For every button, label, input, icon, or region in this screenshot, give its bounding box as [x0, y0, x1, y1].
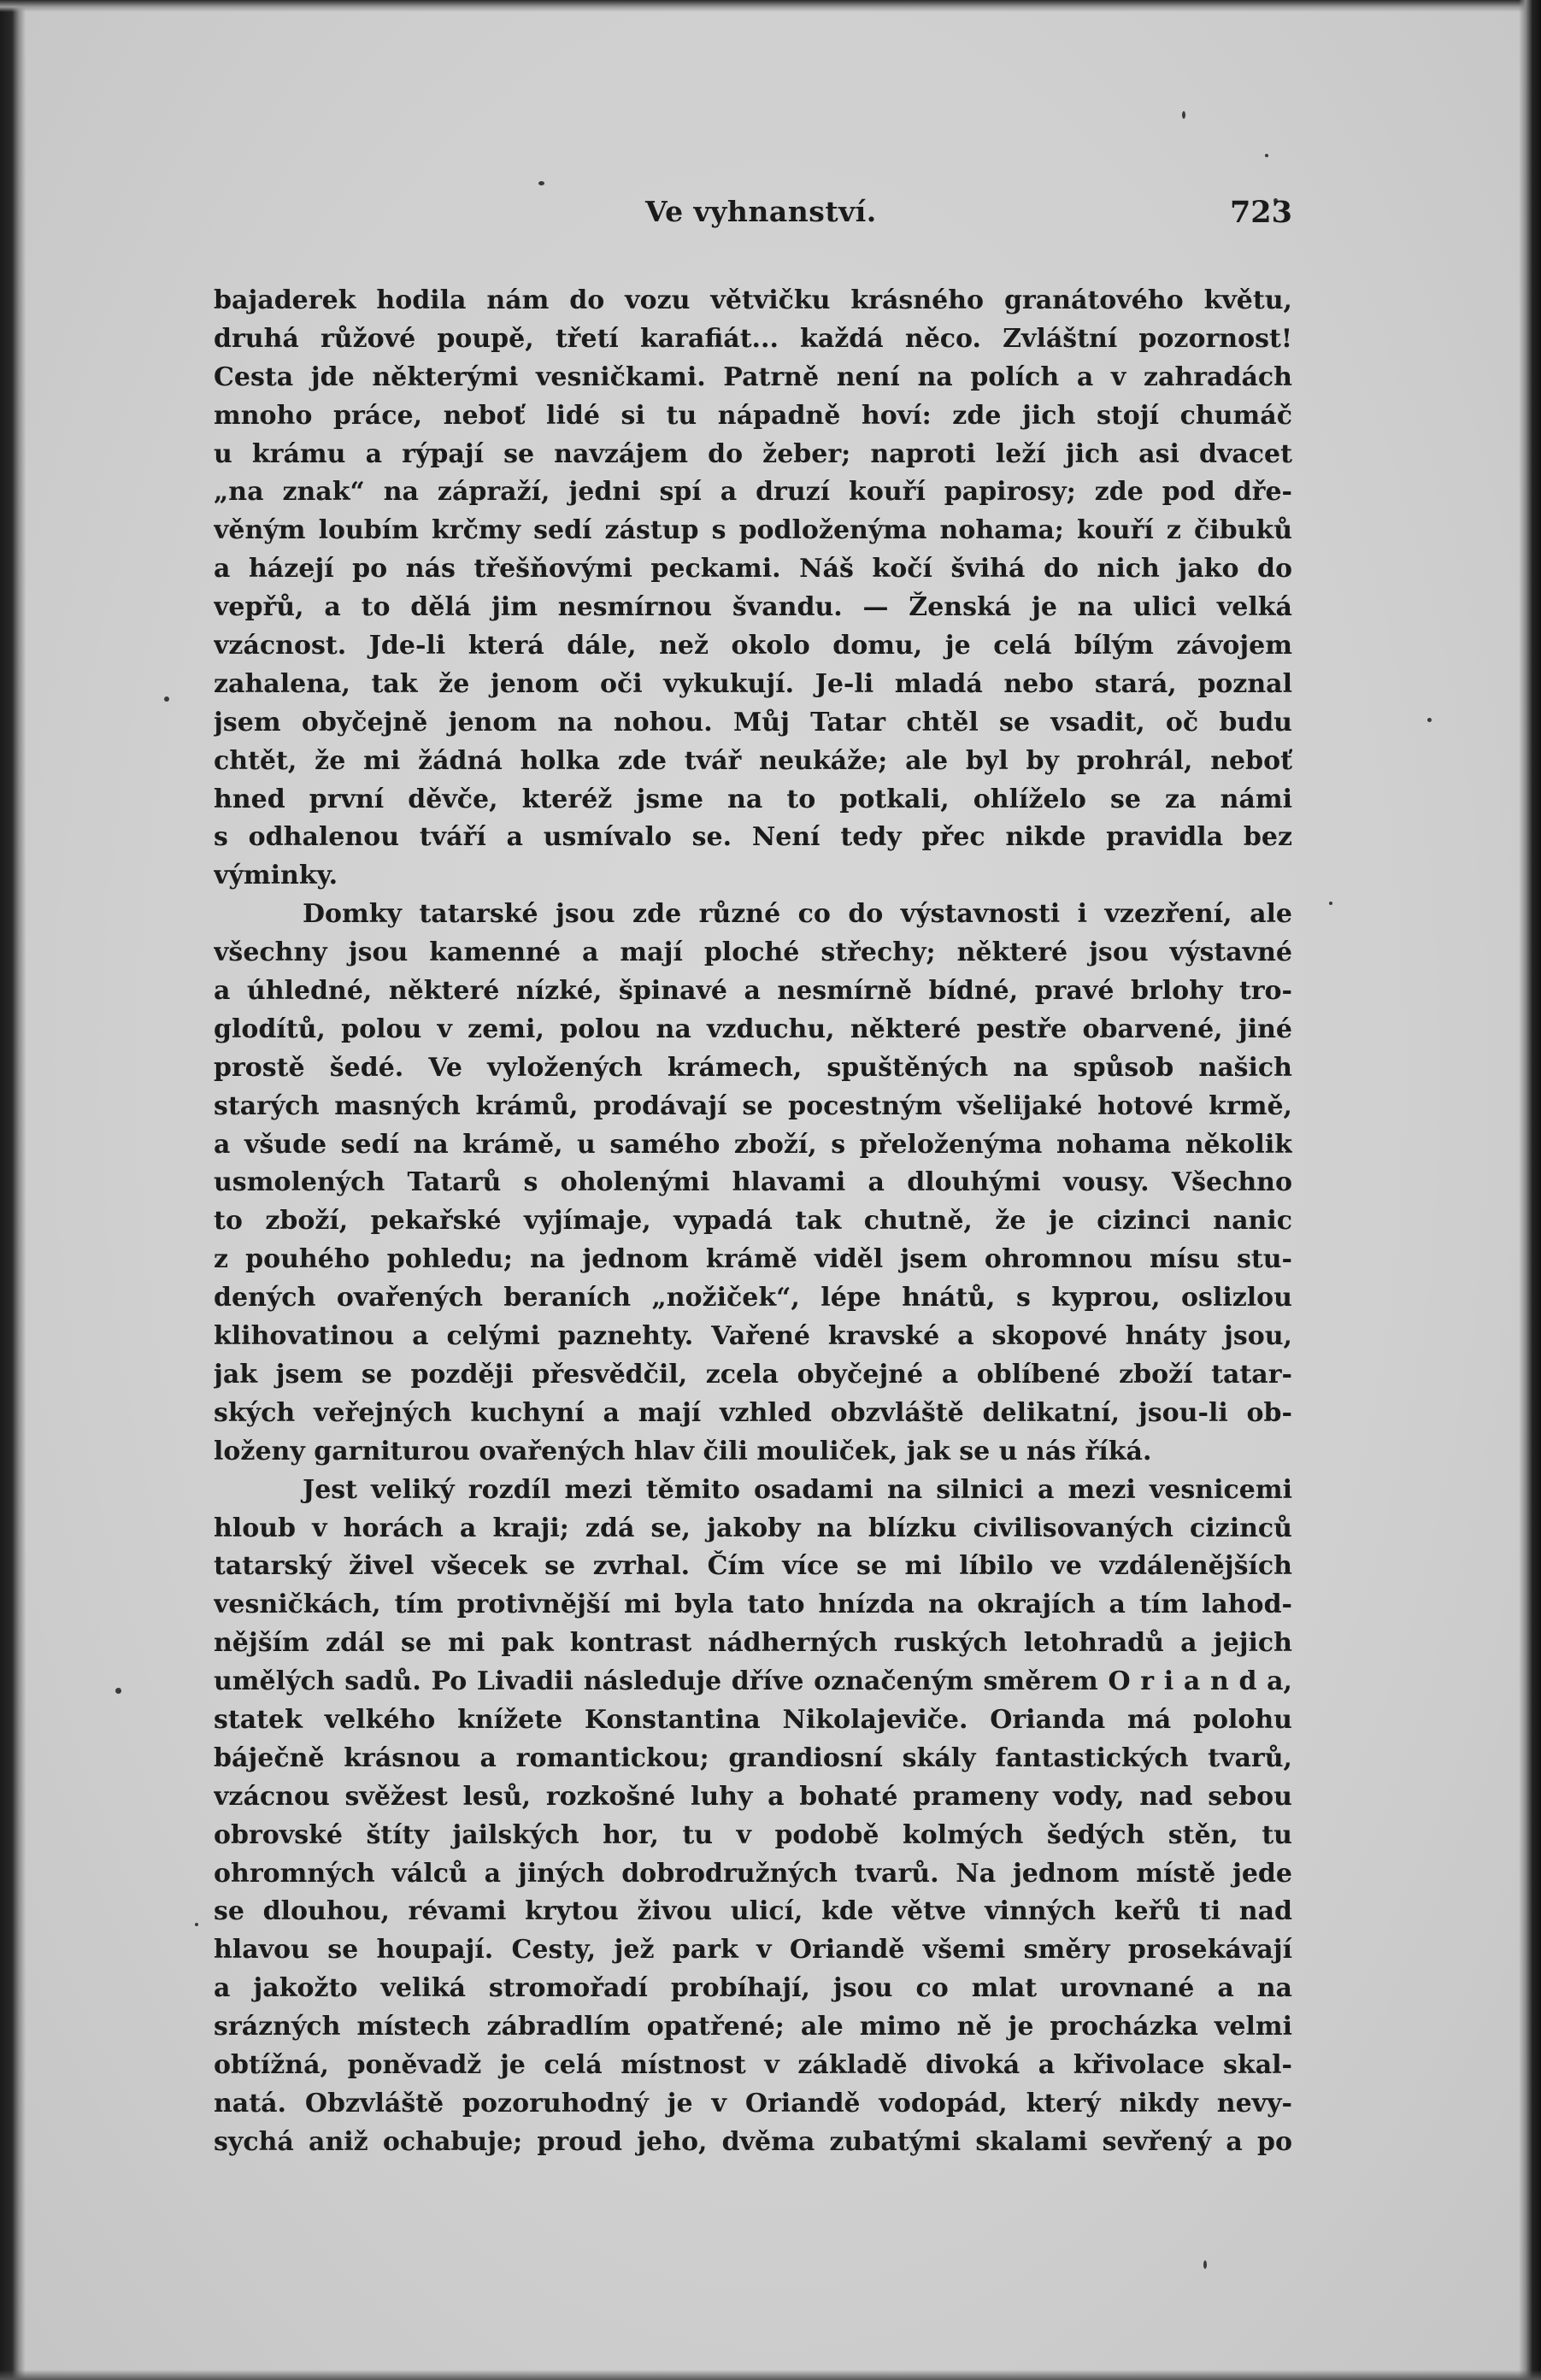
page-right-shadow	[1519, 0, 1541, 2380]
text-line: u krámu a rýpají se navzájem do žeber; naproti leží jich asi dvacet	[214, 438, 1292, 469]
text-line: vepřů, a to dělá jim nesmírnou švandu. — Ženská je na ulici velká	[214, 592, 1292, 623]
text-line: vzácnou svěžest lesů, rozkošné luhy a bohaté prameny vody, nad sebou	[214, 1781, 1292, 1812]
body-text	[214, 282, 1292, 2162]
running-title: Ve vyhnanství.	[645, 195, 877, 228]
text-line: starých masných krámů, prodávají se pocestným všelijaké hotové krmě,	[214, 1090, 1292, 1121]
text-line: věným loubím krčmy sedí zástup s podloženýma nohama; kouří z čibuků	[214, 515, 1292, 546]
text-line: statek velkého knížete Konstantina Nikolajeviče. Orianda má polohu	[214, 1704, 1292, 1735]
text-line: „na znak“ na zápraží, jedni spí a druzí kouří papirosy; zde pod dře-	[214, 477, 1292, 508]
text-line: z pouhého pohledu; na jednom krámě viděl jsem ohromnou mísu stu-	[214, 1244, 1292, 1275]
dust-speck	[538, 181, 544, 185]
text-line: ských veřejných kuchyní a mají vzhled obzvláště delikatní, jsou-li ob-	[214, 1397, 1292, 1428]
text-line: vzácnost. Jde-li která dále, než okolo domu, je celá bílým závojem	[214, 631, 1292, 661]
text-line: jak jsem se později přesvědčil, zcela obyčejné a oblíbené zboží tatar-	[214, 1359, 1292, 1390]
dust-speck	[1265, 154, 1268, 157]
text-line: tatarský živel všecek se zvrhal. Čím více se mi líbilo ve vzdálenějších	[214, 1551, 1292, 1582]
paragraph	[214, 896, 1292, 1471]
dust-speck	[1182, 111, 1185, 119]
text-line: glodítů, polou v zemi, polou na vzduchu, některé pestře obarvené, jiné	[214, 1014, 1292, 1044]
text-line: a jakožto veliká stromořadí probíhají, jsou co mlat urovnané a na	[214, 1973, 1292, 2004]
text-line: jsem obyčejně jenom na nohou. Můj Tatar chtěl se vsadit, oč budu	[214, 707, 1292, 738]
page-top-shadow	[0, 0, 1541, 12]
text-line: obrovské štíty jailských hor, tu v podobě kolmých šedých stěn, tu	[214, 1819, 1292, 1850]
text-line: zahalena, tak že jenom oči vykukují. Je-li mladá nebo stará, poznal	[214, 668, 1292, 699]
dust-speck	[164, 696, 169, 702]
text-line: s odhalenou tváří a usmívalo se. Není tedy přec nikde pravidla bez	[214, 822, 1292, 853]
page-header	[214, 195, 1292, 236]
dust-speck	[115, 1688, 121, 1694]
text-line: dených ovařených beraních „nožiček“, lépe hnátů, s kyprou, oslizlou	[214, 1283, 1292, 1313]
text-line: loženy garniturou ovařených hlav čili mouliček, jak se u nás říká.	[214, 1436, 1152, 1466]
text-line: obtížná, poněvadž je celá místnost v základě divoká a křivolace skal-	[214, 2049, 1292, 2080]
text-line: hloub v horách a kraji; zdá se, jakoby na blízku civilisovaných cizinců	[214, 1513, 1292, 1543]
text-line: ohromných válců a jiných dobrodružných tvarů. Na jednom místě jede	[214, 1858, 1292, 1889]
paragraph	[214, 282, 1292, 896]
text-line: druhá růžové poupě, třetí karafiát... každá něco. Zvláštní pozornost!	[214, 323, 1292, 354]
text-line: bajaderek hodila nám do vozu větvičku krásného granátového květu,	[214, 285, 1292, 315]
text-line: srázných místech zábradlím opatřené; ale mimo ně je procházka velmi	[214, 2012, 1292, 2042]
text-line: natá. Obzvláště pozoruhodný je v Oriandě vodopád, který nikdy nevy-	[214, 2088, 1292, 2118]
text-line: výminky.	[214, 861, 338, 891]
text-line: Cesta jde některými vesničkami. Patrně není na polích a v zahradách	[214, 361, 1292, 392]
text-line: Domky tatarské jsou zde různé co do výstavnosti i vzezření, ale	[303, 899, 1292, 930]
text-line: hned první děvče, kteréž jsme na to potkali, ohlíželo se za námi	[214, 784, 1292, 814]
text-line: mnoho práce, neboť lidé si tu nápadně hoví: zde jich stojí chumáč	[214, 400, 1292, 431]
dust-speck	[1427, 718, 1432, 722]
text-line: a úhledné, některé nízké, špinavé a nesmírně bídné, pravé brlohy tro-	[214, 976, 1292, 1007]
dust-speck	[1329, 902, 1332, 905]
text-line: prostě šedé. Ve vyložených krámech, spuštěných na spůsob našich	[214, 1052, 1292, 1083]
page-left-shadow	[0, 0, 26, 2380]
text-line: usmolených Tatarů s oholenými hlavami a dlouhými vousy. Všechno	[214, 1167, 1292, 1198]
text-line: klihovatinou a celými paznehty. Vařené kravské a skopové hnáty jsou,	[214, 1321, 1292, 1352]
dust-speck	[1203, 2260, 1207, 2269]
text-line: všechny jsou kamenné a mají ploché střechy; některé jsou výstavné	[214, 937, 1292, 968]
dust-speck	[195, 1923, 198, 1926]
paragraph	[214, 1472, 1292, 2162]
text-line: a házejí po nás třešňovými peckami. Náš kočí švihá do nich jako do	[214, 554, 1292, 585]
text-line: hlavou se houpají. Cesty, jež park v Oriandě všemi směry prosekávají	[214, 1935, 1292, 1966]
page-number: 723	[1229, 195, 1292, 230]
page-bottom-shadow	[0, 2370, 1541, 2380]
text-line: nějším zdál se mi pak kontrast nádherných ruských letohradů a jejich	[214, 1628, 1292, 1659]
text-line: báječně krásnou a romantickou; grandiosní skály fantastických tvarů,	[214, 1742, 1292, 1773]
text-line: to zboží, pekařské vyjímaje, vypadá tak chutně, že je cizinci nanic	[214, 1206, 1292, 1237]
text-line: a všude sedí na krámě, u samého zboží, s přeloženýma nohama několik	[214, 1129, 1292, 1160]
text-line: vesničkách, tím protivnější mi byla tato hnízda na okrajích a tím lahod-	[214, 1590, 1292, 1620]
text-line: sychá aniž ochabuje; proud jeho, dvěma zubatými skalami sevřený a po	[214, 2126, 1292, 2157]
text-line: Jest veliký rozdíl mezi těmito osadami na silnici a mezi vesnicemi	[303, 1474, 1292, 1505]
text-line: umělých sadů. Po Livadii následuje dříve označeným směrem O r i a n d a,	[214, 1666, 1292, 1697]
text-line: chtět, že mi žádná holka zde tvář neukáže; ale byl by prohrál, neboť	[214, 745, 1292, 776]
text-line: se dlouhou, révami krytou živou ulicí, kde větve vinných keřů ti nad	[214, 1896, 1292, 1927]
